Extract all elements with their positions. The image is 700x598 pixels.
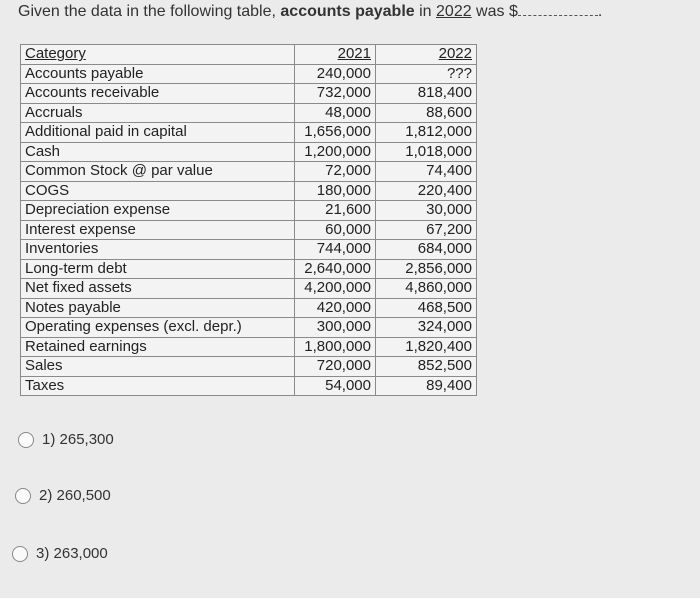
row-category: Depreciation expense (21, 201, 295, 221)
row-value-2021: 54,000 (295, 376, 376, 396)
row-category: Common Stock @ par value (21, 162, 295, 182)
row-value-2021: 1,800,000 (295, 337, 376, 357)
table-row (21, 84, 477, 104)
header-2022: 2022 (376, 45, 477, 65)
row-value-2022: 74,400 (376, 162, 477, 182)
question-prefix: Given the data in the following table, (18, 3, 281, 20)
row-value-2021: 72,000 (295, 162, 376, 182)
row-value-2021: 1,656,000 (295, 123, 376, 143)
row-category: COGS (21, 181, 295, 201)
table-row (21, 64, 477, 84)
table-row (21, 123, 477, 143)
row-value-2021: 720,000 (295, 357, 376, 377)
financial-data-table (20, 44, 477, 396)
row-category: Cash (21, 142, 295, 162)
row-value-2022: ??? (376, 64, 477, 84)
option-label: 3) 263,000 (36, 545, 108, 562)
row-value-2022: 852,500 (376, 357, 477, 377)
table-row (21, 201, 477, 221)
row-value-2022: 1,018,000 (376, 142, 477, 162)
row-value-2021: 48,000 (295, 103, 376, 123)
question-year: 2022 (436, 3, 472, 20)
header-2021: 2021 (295, 45, 376, 65)
answer-blank (518, 2, 598, 16)
question-emphasis: accounts payable (280, 3, 415, 20)
table-row (21, 279, 477, 299)
row-value-2021: 240,000 (295, 64, 376, 84)
row-value-2021: 21,600 (295, 201, 376, 221)
row-value-2022: 1,812,000 (376, 123, 477, 143)
row-value-2021: 4,200,000 (295, 279, 376, 299)
table-row (21, 357, 477, 377)
row-value-2021: 420,000 (295, 298, 376, 318)
row-category: Taxes (21, 376, 295, 396)
question-suffix: was $ (471, 3, 518, 20)
option-label: 2) 260,500 (39, 487, 111, 504)
table-row (21, 142, 477, 162)
row-category: Accounts receivable (21, 84, 295, 104)
row-value-2022: 4,860,000 (376, 279, 477, 299)
row-value-2022: 89,400 (376, 376, 477, 396)
row-category: Accounts payable (21, 64, 295, 84)
radio-button[interactable] (12, 546, 28, 562)
row-value-2021: 732,000 (295, 84, 376, 104)
option-label: 1) 265,300 (42, 431, 114, 448)
row-value-2021: 60,000 (295, 220, 376, 240)
row-category: Inventories (21, 240, 295, 260)
row-category: Net fixed assets (21, 279, 295, 299)
answer-option-2[interactable] (15, 487, 111, 504)
row-value-2022: 684,000 (376, 240, 477, 260)
table-row (21, 298, 477, 318)
row-category: Notes payable (21, 298, 295, 318)
row-value-2022: 220,400 (376, 181, 477, 201)
table-row (21, 181, 477, 201)
row-value-2022: 30,000 (376, 201, 477, 221)
row-value-2022: 88,600 (376, 103, 477, 123)
row-category: Long-term debt (21, 259, 295, 279)
question-text: Given the data in the following table, accounts payable in 2022 was $ . (18, 3, 603, 20)
row-value-2021: 180,000 (295, 181, 376, 201)
table-row (21, 162, 477, 182)
answer-option-1[interactable] (18, 431, 114, 448)
radio-button[interactable] (15, 488, 31, 504)
row-value-2021: 744,000 (295, 240, 376, 260)
table-row (21, 318, 477, 338)
row-category: Retained earnings (21, 337, 295, 357)
table-row (21, 220, 477, 240)
row-value-2022: 2,856,000 (376, 259, 477, 279)
row-value-2021: 2,640,000 (295, 259, 376, 279)
row-value-2022: 818,400 (376, 84, 477, 104)
table-row (21, 240, 477, 260)
row-value-2022: 1,820,400 (376, 337, 477, 357)
answer-option-3[interactable] (12, 545, 108, 562)
row-category: Additional paid in capital (21, 123, 295, 143)
table-row (21, 376, 477, 396)
row-category: Sales (21, 357, 295, 377)
row-value-2022: 468,500 (376, 298, 477, 318)
row-category: Operating expenses (excl. depr.) (21, 318, 295, 338)
row-value-2022: 324,000 (376, 318, 477, 338)
row-category: Interest expense (21, 220, 295, 240)
table-row (21, 103, 477, 123)
table-header-row (21, 45, 477, 65)
question-middle: in (414, 3, 437, 20)
radio-button[interactable] (18, 432, 34, 448)
header-category: Category (21, 45, 295, 65)
row-value-2021: 300,000 (295, 318, 376, 338)
table-row (21, 259, 477, 279)
row-value-2022: 67,200 (376, 220, 477, 240)
row-value-2021: 1,200,000 (295, 142, 376, 162)
row-category: Accruals (21, 103, 295, 123)
table-row (21, 337, 477, 357)
